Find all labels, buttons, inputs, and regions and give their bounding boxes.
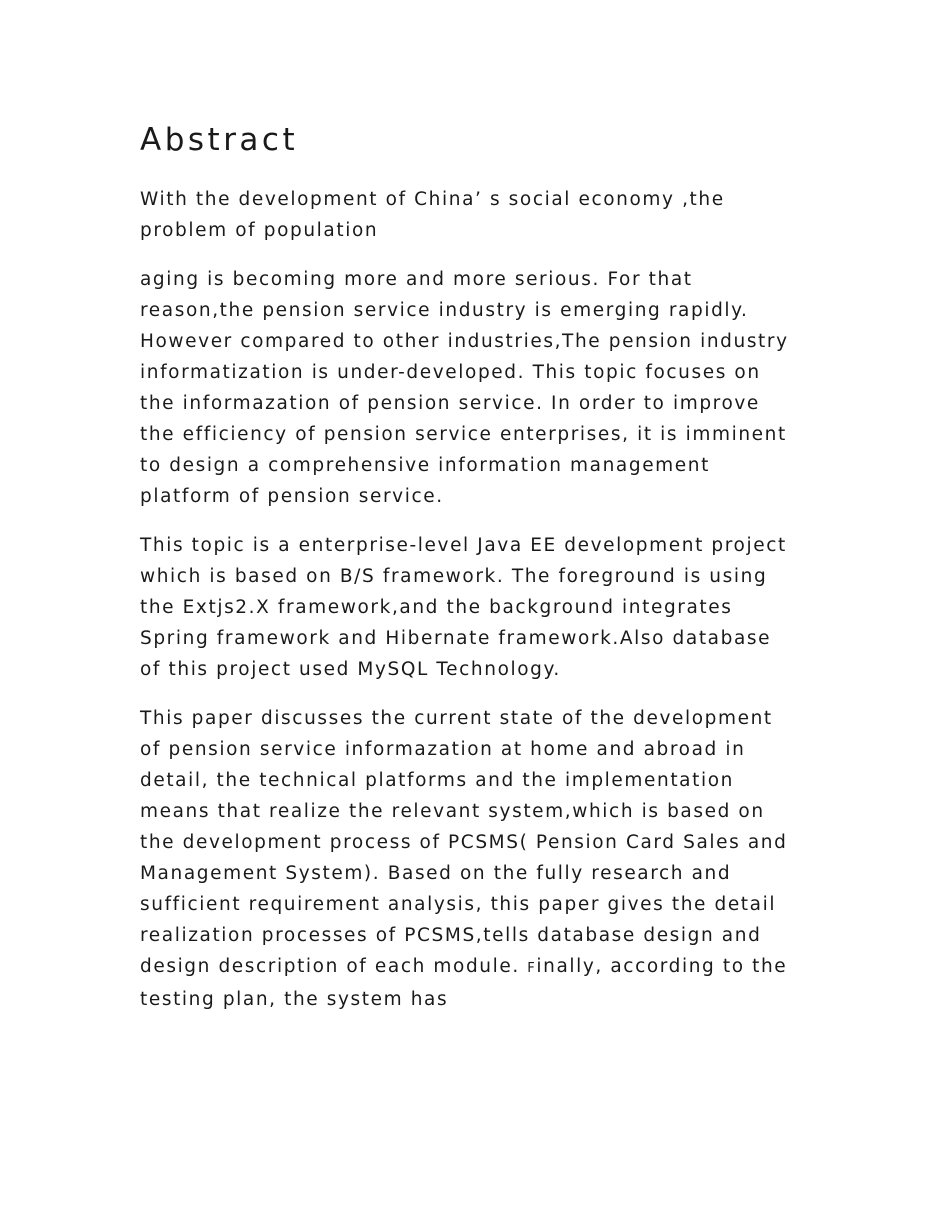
paragraph-4-part-1: This paper discusses the current state of the development of pension service informazation at home and abroad in detail, the technical platforms and the implementation means that realize the relevant system,which is based on the development process of PCSMS( Pension Card Sales and Management System). Based on the fully research and sufficient requirement analysis, this paper gives the detail realization processes of PCSMS,tells database design and design description of each module. [140,708,788,977]
abstract-heading: Abstract [140,122,299,158]
paragraph-1: With the development of China’ s social economy ,the problem of population [140,189,725,241]
paragraph-2: aging is becoming more and more serious. For that reason,the pension service industry is emerging rapidly. However compared to other industries,The pension industry informatization is under-developed. This topic focuses on the informazation of pension service. In order to improve the efficiency of pension service enterprises, it is imminent to design a comprehensive information management platform of pension service. [140,269,789,507]
paragraph-4 [140,703,830,1015]
paragraph-3: This topic is a enterprise-level Java EE development project which is based on B/S framework. The foreground is using the Extjs2.X framework,and the background integrates Spring framework and Hibernate framework.Also database of this project used MySQL Technology. [140,535,787,680]
document-page [140,118,830,1033]
paragraph-4-part-2: inally, according to the testing plan, the system has [140,956,788,1010]
paragraph-4-small-letter: F [527,961,537,976]
